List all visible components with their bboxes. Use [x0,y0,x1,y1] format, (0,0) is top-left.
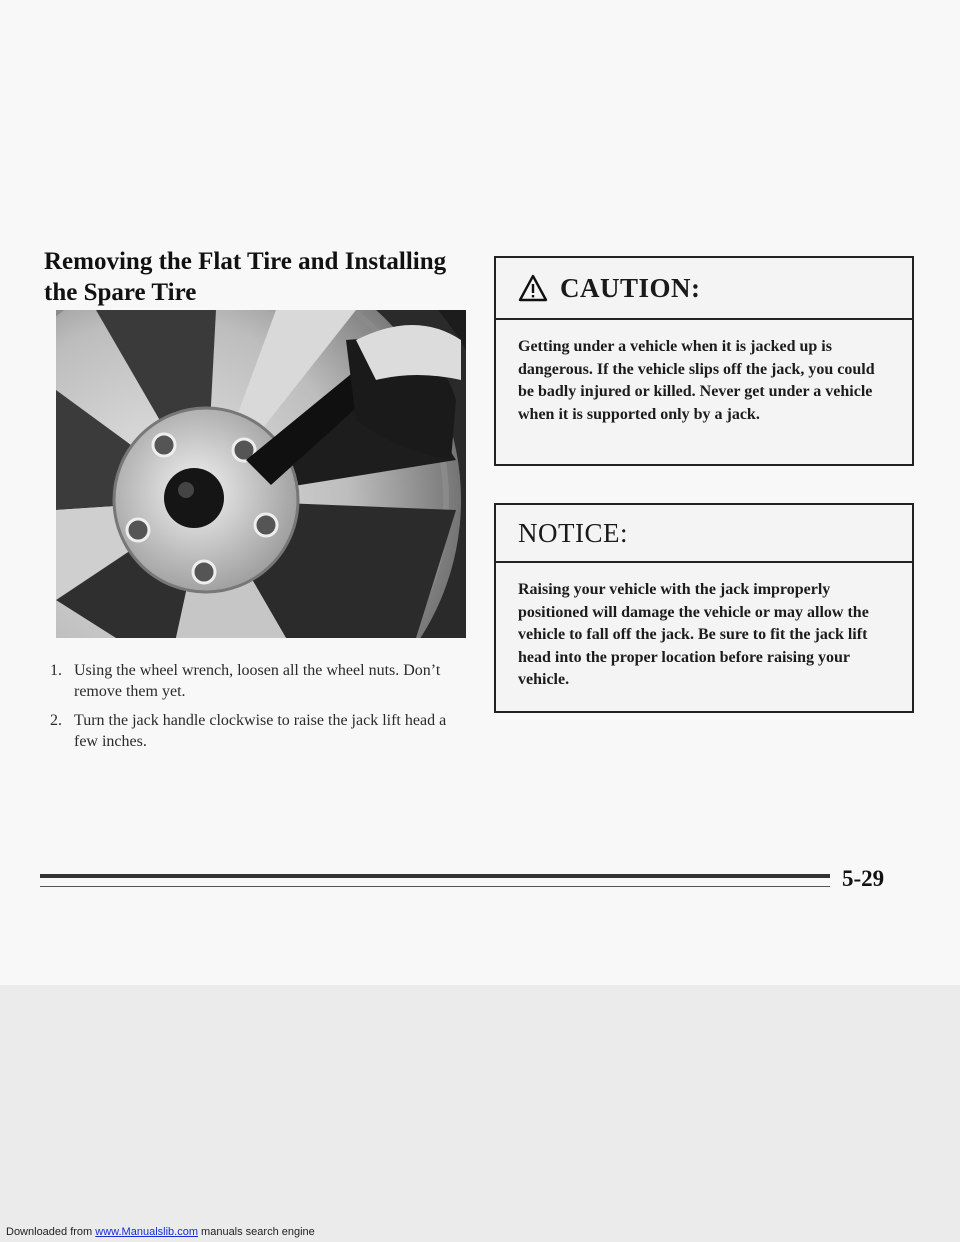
footer-rule [40,874,830,878]
caution-heading: CAUTION: [560,272,701,303]
wheel-illustration [56,310,466,638]
caution-box [494,256,914,466]
page-number: 5-29 [842,866,885,891]
step-number: 1. [50,662,62,679]
step-text: Using the wheel wrench, loosen all the wheel nuts. Don’t remove them yet. [74,662,441,700]
footer-rule-thin [40,886,830,887]
footer-prefix: Downloaded from [6,1226,93,1238]
caution-text: Getting under a vehicle when it is jacked up is dangerous. If the vehicle slips off the jack, you could be badly injured or killed. Never get under a vehicle when it is supported only by a jack. [518,338,875,423]
footer-suffix: manuals search engine [201,1226,315,1238]
caution-header [496,258,912,320]
notice-header [496,505,912,563]
warning-triangle-icon [518,274,548,302]
notice-box [494,503,914,713]
wheel-photo [56,310,466,638]
section-title: Removing the Flat Tire and Installing the Spare Tire [44,248,447,306]
notice-text: Raising your vehicle with the jack improperly positioned will damage the vehicle or may allow the vehicle to fall off the jack. Be sure to fit the jack lift head into the proper location before raising your vehicle. [518,581,869,688]
step-text: Turn the jack handle clockwise to raise the jack lift head a few inches. [74,712,447,750]
notice-heading: NOTICE: [518,517,628,548]
step-number: 2. [50,712,62,729]
instruction-steps [50,660,470,760]
list-item [50,710,470,752]
list-item [50,660,470,702]
manualslib-link[interactable]: www.Manualslib.com [95,1226,198,1238]
download-footer [6,1226,315,1238]
